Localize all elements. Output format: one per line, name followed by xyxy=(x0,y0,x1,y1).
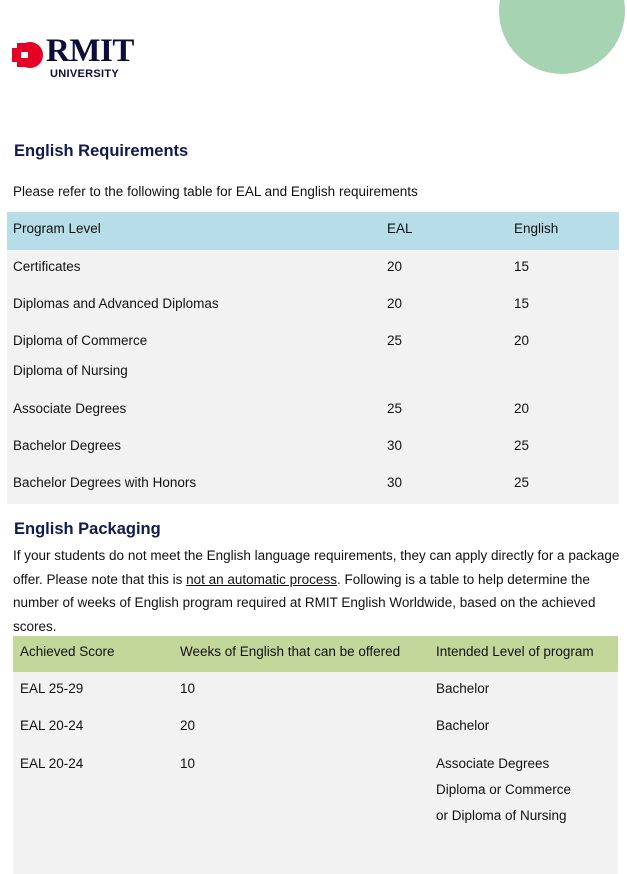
table-cell: 20 xyxy=(387,259,403,274)
paragraph-text: offer. Please note that this is xyxy=(13,571,187,587)
paragraph-line: number of weeks of English program required at RMIT English Worldwide, based on the achieved xyxy=(13,595,596,610)
table-cell: 10 xyxy=(180,681,196,696)
table-cell: EAL 25-29 xyxy=(20,681,84,696)
packaging-table-header xyxy=(13,636,618,672)
requirements-table-header xyxy=(7,212,619,250)
table-cell: 10 xyxy=(180,756,196,771)
table-cell: 25 xyxy=(387,401,403,416)
table-cell: 25 xyxy=(514,475,530,490)
rmit-mark-icon xyxy=(12,40,44,70)
table-cell: Certificates xyxy=(13,259,81,274)
table-cell: Bachelor xyxy=(436,681,490,696)
table-cell: 25 xyxy=(387,333,403,348)
table-cell: 30 xyxy=(387,475,403,490)
table-cell: 20 xyxy=(514,333,530,348)
english-packaging-heading: English Packaging xyxy=(14,520,161,538)
table-cell: Diplomas and Advanced Diplomas xyxy=(13,296,219,311)
logo-brand-text: RMIT xyxy=(46,33,134,69)
packaging-table-body xyxy=(13,672,618,874)
table-cell: Bachelor Degrees xyxy=(13,438,122,453)
emphasis-underlined: not an automatic process xyxy=(186,571,337,587)
table-cell: 20 xyxy=(387,296,403,311)
header-achieved-score: Achieved Score xyxy=(20,644,115,659)
paragraph-line: scores. xyxy=(13,618,57,634)
table-cell: Associate Degrees xyxy=(13,401,127,416)
table-cell: 15 xyxy=(514,259,530,274)
table-cell: 30 xyxy=(387,438,403,453)
requirements-table xyxy=(7,212,619,504)
packaging-table xyxy=(13,636,618,874)
table-cell: EAL 20-24 xyxy=(20,718,84,733)
header-english: English xyxy=(514,221,559,236)
header-weeks: Weeks of English that can be offered xyxy=(180,644,401,659)
decorative-circle xyxy=(499,0,625,74)
header-intended-level: Intended Level of program xyxy=(436,644,594,659)
logo-subtitle: UNIVERSITY xyxy=(50,68,120,80)
table-cell: Diploma or Commerce xyxy=(436,782,572,797)
table-cell: or Diploma of Nursing xyxy=(436,808,567,823)
paragraph-line xyxy=(13,568,619,592)
requirements-table-body xyxy=(7,250,619,504)
table-cell: Bachelor Degrees with Honors xyxy=(13,475,197,490)
rmit-logo xyxy=(12,33,137,84)
english-requirements-intro: Please refer to the following table for EAL and English requirements xyxy=(13,184,418,199)
header-program-level: Program Level xyxy=(13,221,101,236)
table-cell: 15 xyxy=(514,296,530,311)
table-cell: Associate Degrees xyxy=(436,756,550,771)
table-cell: 20 xyxy=(180,718,196,733)
table-cell: Diploma of Commerce xyxy=(13,333,148,348)
paragraph-text: . Following is a table to help determine the xyxy=(336,571,590,587)
table-cell: 20 xyxy=(514,401,530,416)
header-eal: EAL xyxy=(387,221,413,236)
packaging-paragraph xyxy=(13,544,619,638)
table-cell: Bachelor xyxy=(436,718,490,733)
table-cell: Diploma of Nursing xyxy=(13,363,128,378)
paragraph-line: If your students do not meet the English language requirements, they can apply directly for a package xyxy=(13,548,620,563)
table-cell: EAL 20-24 xyxy=(20,756,84,771)
english-requirements-heading: English Requirements xyxy=(14,142,189,160)
table-cell: 25 xyxy=(514,438,530,453)
